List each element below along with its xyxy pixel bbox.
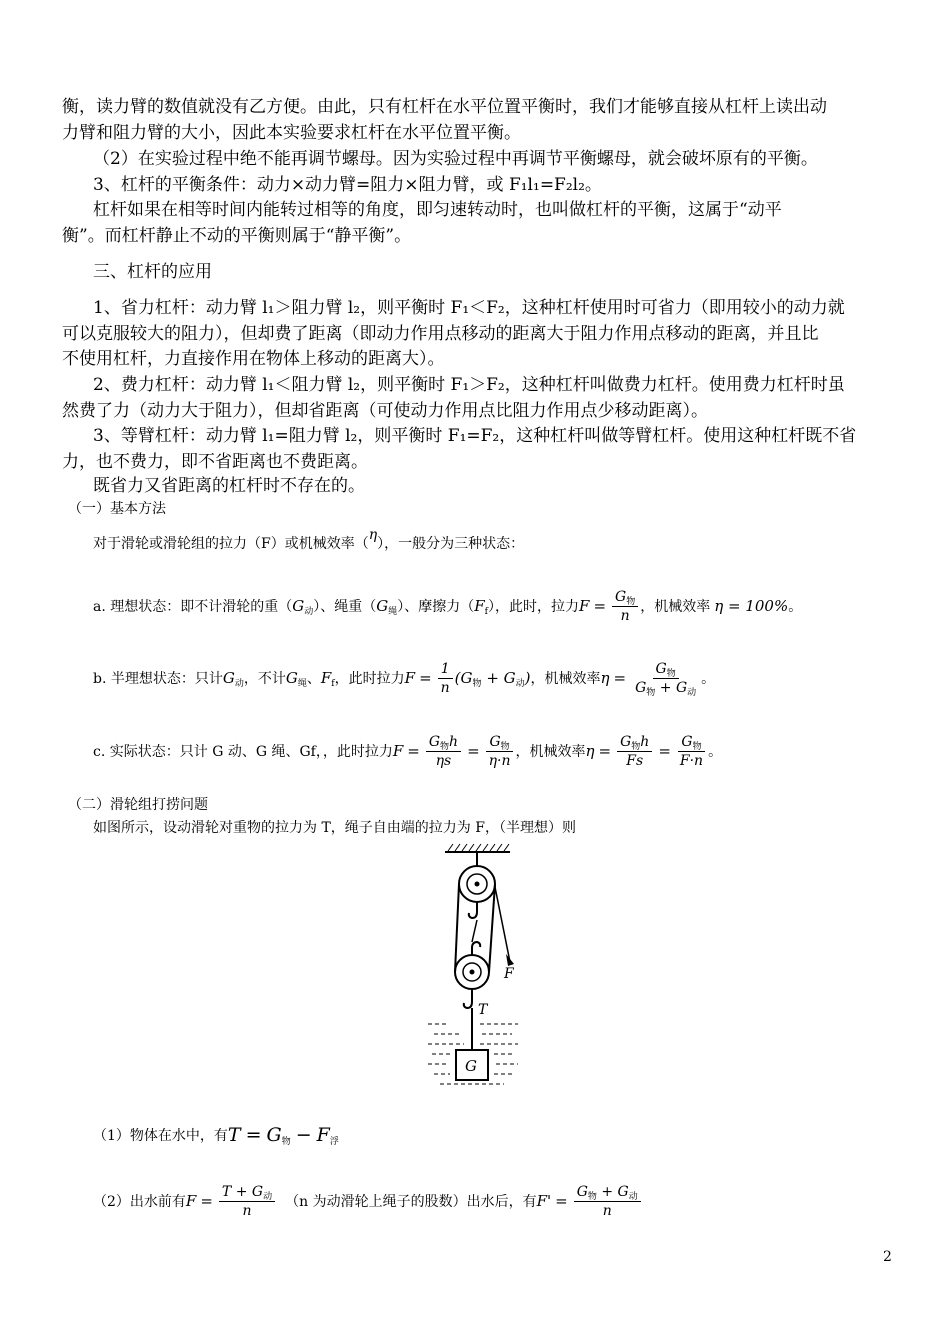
semi-ideal-line <box>93 654 715 702</box>
text-fragment: 。 <box>708 744 723 760</box>
text-fragment: ），此时，拉力 <box>488 599 580 615</box>
g-sheng-symbol: $G_绳$ <box>285 669 307 689</box>
g-dong-symbol: $G_动$ <box>292 597 314 617</box>
fraction-efficiency: $\frac{G_物}{G_物 + G_动}$ <box>635 660 697 698</box>
page-number: 2 <box>883 1249 892 1265</box>
text-fragment: c. 实际状态：只计 G 动、G 绳、Gf，，此时拉力 <box>93 744 393 760</box>
text-line: 杠杆如果在相等时间内能转过相等的角度，即匀速转动时，也叫做杠杆的平衡，这属于“动平 <box>93 200 782 220</box>
equals-sign: = <box>407 742 420 760</box>
equals-sign: = <box>613 669 627 687</box>
text-line: 2、费力杠杆：动力臂 l₁＜阻力臂 l₂，则平衡时 F₁＞F₂，这种杠杆叫做费力杠杆。使用费力杠杆时虽 <box>93 375 845 395</box>
g-wu-symbol: G物 <box>266 1124 291 1147</box>
text-line: 可以克服较大的阻力），但却费了距离（即动力作用点移动的距离大于阻力作用点移动的距离，并且比 <box>62 324 819 344</box>
force-F: F <box>404 669 416 687</box>
f-fu-symbol: F浮 <box>316 1124 339 1147</box>
text-line: （2）在实验过程中绝不能再调节螺母。因为实验过程中再调节平衡螺母，就会破坏原有的平衡。 <box>93 149 818 169</box>
eta-symbol: η <box>585 742 595 760</box>
text-fragment: （2）出水前有 <box>93 1194 186 1210</box>
eta-symbol: η <box>368 527 378 543</box>
f-f-symbol: $F_f$ <box>320 669 335 689</box>
text-fragment: ，不计 <box>243 671 286 687</box>
equals-sign: = <box>555 1192 568 1210</box>
g-sheng-symbol: $G_绳$ <box>376 597 398 617</box>
equals-sign: = <box>419 669 432 687</box>
text-line: 如图所示，设动滑轮对重物的拉力为 T，绳子自由端的拉力为 F，（半理想）则 <box>93 820 576 836</box>
text-fragment: （n 为动滑轮上绳子的股数）出水后，有 <box>285 1194 537 1210</box>
text-fragment: b. 半理想状态：只计 <box>93 671 223 687</box>
force-F: F <box>579 597 590 615</box>
force-F: F <box>185 1192 197 1210</box>
text-line: 3、等臂杠杆：动力臂 l₁=阻力臂 l₂，则平衡时 F₁=F₂，这种杠杆叫做等臂杠杆。使用这种杠杆既不省 <box>93 426 857 446</box>
text-fragment: ，机械效率 <box>640 599 711 615</box>
text-line: 1、省力杠杆：动力臂 l₁＞阻力臂 l₂，则平衡时 F₁＜F₂，这种杠杆使用时可省力（即用较小的动力就 <box>93 298 845 318</box>
text-fragment: 、 <box>306 671 321 687</box>
force-F-prime: F' <box>536 1192 552 1210</box>
eta-symbol: η <box>600 669 610 687</box>
fraction-g-over-f-n: $\frac{G_物}{F\cdot n}$ <box>679 733 704 769</box>
force-F: F <box>392 742 404 760</box>
text-fragment: 。 <box>788 599 803 615</box>
fraction-g-h-over-fs: $\frac{G_物h}{Fs}$ <box>617 733 652 770</box>
subsection-heading: （二）滑轮组打捞问题 <box>68 797 208 813</box>
text-fragment: ）、摩擦力（ <box>397 599 475 615</box>
f-f-symbol: $F_f$ <box>474 597 489 617</box>
tension-label-T: T <box>478 1002 488 1018</box>
text-line: 既省力又省距离的杠杆时不存在的。 <box>93 476 365 496</box>
text-line: 衡”。而杠杆静止不动的平衡则属于“静平衡”。 <box>62 226 412 246</box>
fraction-g-h-over-eta-s: $\frac{G_物h}{\eta s}$ <box>426 733 461 770</box>
equals-sign: = <box>658 742 671 760</box>
text-fragment: （1）物体在水中，有 <box>93 1128 228 1144</box>
equals-sign: = <box>598 742 612 760</box>
equals-sign: = <box>200 1192 213 1210</box>
actual-state-line <box>93 726 722 776</box>
efficiency-100: η = 100% <box>714 597 789 615</box>
text-fragment: ，机械效率 <box>515 744 586 760</box>
section-heading: 三、杠杆的应用 <box>93 262 212 282</box>
pulley-diagram <box>420 842 525 1092</box>
fraction-g-wu-plus-g-dong-over-n: $\frac{G_物 + G_动}{n}$ <box>574 1183 641 1220</box>
fraction-t-plus-g-over-n: $\frac{T + G_动}{n}$ <box>219 1183 275 1220</box>
g-dong-symbol: $G_动$ <box>222 669 244 689</box>
weight-label-G: G <box>465 1057 477 1075</box>
text-line: 3、杠杆的平衡条件：动力×动力臂=阻力×阻力臂，或 F₁l₁=F₂l₂。 <box>93 175 602 195</box>
equals-sign: = <box>593 597 607 615</box>
sum-g-wu-g-dong: $(G_物 + G_动)$ <box>454 669 531 689</box>
subsection-heading: （一）基本方法 <box>68 501 166 517</box>
ideal-state-line <box>93 584 802 628</box>
text-line: 衡，读力臂的数值就没有乙方便。由此，只有杠杆在水平位置平衡时，我们才能够直接从杠杆上读出动 <box>62 97 827 117</box>
equals-sign: = <box>245 1124 262 1146</box>
text-line: 不使用杠杆，力直接作用在物体上移动的距离大）。 <box>62 349 445 369</box>
fraction-one-over-n: $\frac{1}{n}$ <box>438 660 453 697</box>
force-label-F: F <box>504 966 514 982</box>
tension-T: T <box>227 1124 241 1146</box>
text-fragment: 对于滑轮或滑轮组的拉力（F）或机械效率（ <box>93 536 369 552</box>
text-fragment: 。 <box>701 671 716 687</box>
text-line: 力，也不费力，即不省距离也不费距离。 <box>62 452 368 472</box>
out-of-water-line <box>93 1176 643 1226</box>
in-water-line <box>93 1120 339 1150</box>
methods-intro <box>93 528 524 558</box>
text-fragment: a. 理想状态：即不计滑轮的重（ <box>93 599 293 615</box>
text-line: 力臂和阻力臂的大小，因此本实验要求杠杆在水平位置平衡。 <box>62 123 521 143</box>
text-fragment: ，机械效率 <box>530 671 601 687</box>
text-fragment: ），一般分为三种状态： <box>377 536 525 552</box>
equals-sign: = <box>467 742 480 760</box>
text-fragment: ，此时拉力 <box>334 671 405 687</box>
fraction-g-wu-over-n: $\frac{G_物}{n}$ <box>612 588 638 625</box>
fraction-g-over-eta-n: $\frac{G_物}{\eta\cdot n}$ <box>486 733 514 770</box>
text-fragment: ）、绳重（ <box>313 599 377 615</box>
text-line: 然费了力（动力大于阻力），但却省距离（可使动力作用点比阻力作用点少移动距离）。 <box>62 401 708 421</box>
minus-sign: − <box>295 1124 312 1146</box>
